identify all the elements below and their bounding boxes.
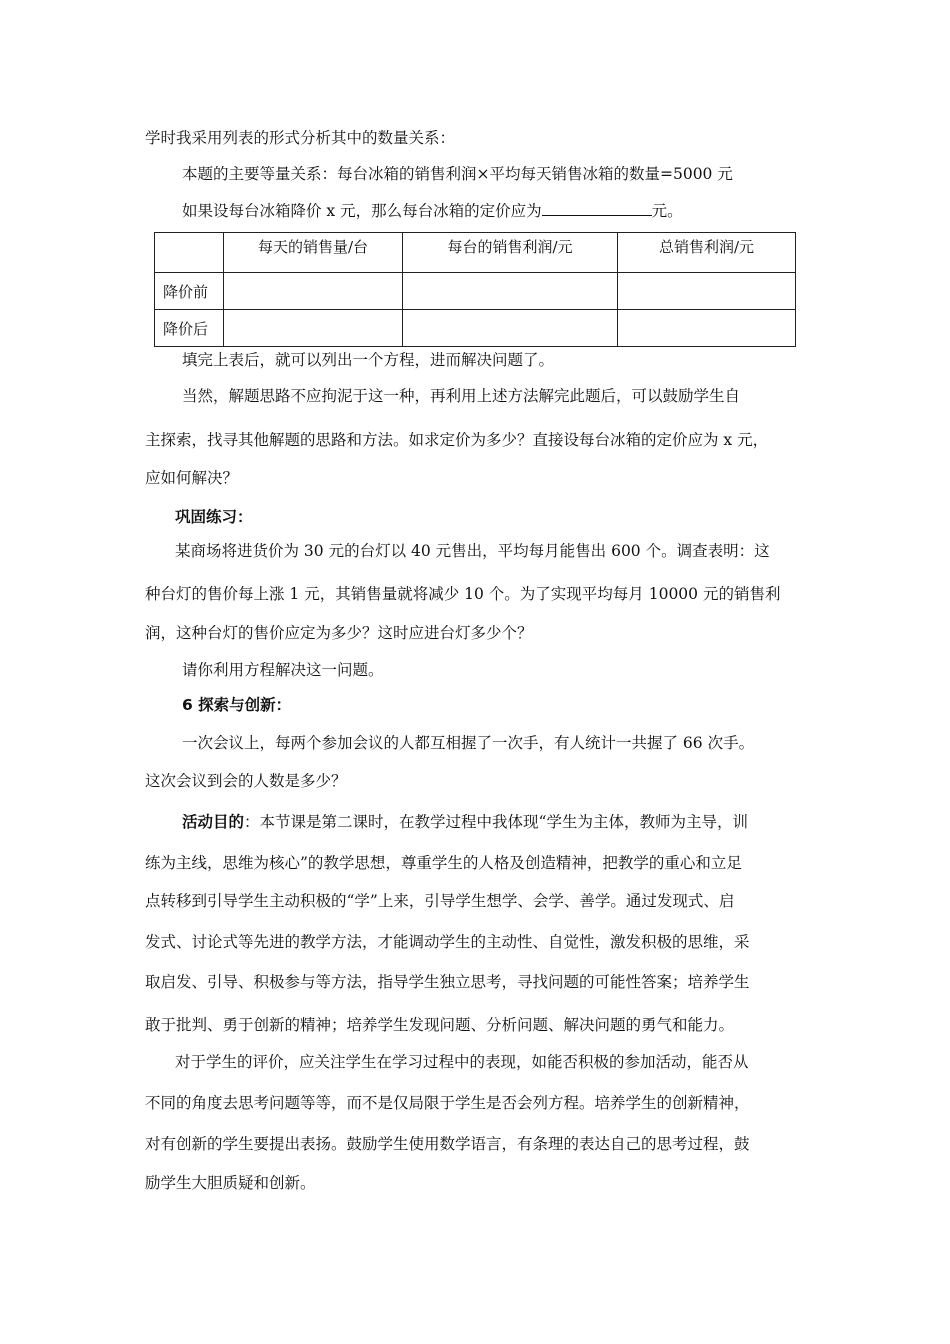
row-label: 降价后 — [155, 310, 224, 347]
text-fragment: 如果设每台冰箱降价 x 元，那么每台冰箱的定价应为 — [182, 202, 542, 220]
text-line: 本题的主要等量关系：每台冰箱的销售利润×平均每天销售冰箱的数量=5000 元 — [182, 165, 733, 183]
text-line: 这次会议到会的人数是多少？ — [145, 772, 347, 790]
text-line: 学时我采用列表的形式分析其中的数量关系： — [145, 129, 456, 147]
text-line: 填完上表后，就可以列出一个方程，进而解决问题了。 — [182, 351, 555, 369]
table-cell — [403, 273, 618, 310]
section-heading: 巩固练习： — [175, 508, 253, 526]
table-header-cell: 每天的销售量/台 — [224, 233, 403, 273]
table-header-row — [155, 233, 796, 273]
section-heading: 6 探索与创新： — [182, 696, 292, 714]
text-line: 主探索，找寻其他解题的思路和方法。如求定价为多少？直接设每台冰箱的定价应为 x 元， — [145, 431, 769, 449]
text-fragment: ：本节课是第二课时，在教学过程中我体现“学生为主体，教师为主导，训 — [244, 813, 748, 831]
table-cell — [224, 310, 403, 347]
table-cell — [403, 310, 618, 347]
text-line: 对有创新的学生要提出表扬。鼓励学生使用数学语言，有条理的表达自己的思考过程，鼓 — [145, 1135, 750, 1153]
text-line: 某商场将进货价为 30 元的台灯以 40 元售出，平均每月能售出 600 个。调查表明：这 — [175, 542, 770, 560]
text-line: 发式、讨论式等先进的教学方法，才能调动学生的主动性、自觉性，激发积极的思维，采 — [145, 933, 750, 951]
text-line: 练为主线，思维为核心”的教学思想，尊重学生的人格及创造精神，把教学的重心和立足 — [145, 854, 742, 872]
table-cell — [618, 273, 796, 310]
section-heading: 活动目的 — [182, 813, 245, 831]
text-line: 请你利用方程解决这一问题。 — [182, 661, 384, 679]
table-cell — [618, 310, 796, 347]
text-line: 点转移到引导学生主动积极的“学”上来，引导学生想学、会学、善学。通过发现式、启 — [145, 892, 735, 910]
table-row — [155, 273, 796, 310]
table-row — [155, 310, 796, 347]
row-label: 降价前 — [155, 273, 224, 310]
text-line: 敢于批判、勇于创新的精神；培养学生发现问题、分析问题、解决问题的勇气和能力。 — [145, 1016, 735, 1034]
text-line: 对于学生的评价，应关注学生在学习过程中的表现，如能否积极的参加活动，能否从 — [175, 1053, 749, 1071]
text-line: 应如何解决？ — [145, 469, 239, 487]
text-line: 不同的角度去思考问题等等，而不是仅局限于学生是否会列方程。培养学生的创新精神， — [145, 1094, 750, 1112]
fill-in-blank — [542, 200, 652, 216]
text-line: 一次会议上，每两个参加会议的人都互相握了一次手，有人统计一共握了 66 次手。 — [182, 734, 755, 752]
table-cell — [224, 273, 403, 310]
text-line: 当然，解题思路不应拘泥于这一种，再利用上述方法解完此题后，可以鼓励学生自 — [182, 387, 741, 405]
analysis-table — [154, 232, 796, 347]
table-header-cell — [155, 233, 224, 273]
text-line — [182, 812, 748, 832]
text-line: 润，这种台灯的售价应定为多少？这时应进台灯多少个？ — [145, 624, 533, 642]
text-line — [182, 200, 683, 221]
table-header-cell: 总销售利润/元 — [618, 233, 796, 273]
table-header-cell: 每台的销售利润/元 — [403, 233, 618, 273]
text-line: 励学生大胆质疑和创新。 — [145, 1174, 316, 1192]
text-line: 取启发、引导、积极参与等方法，指导学生独立思考，寻找问题的可能性答案；培养学生 — [145, 973, 750, 991]
text-fragment: 元。 — [651, 202, 683, 220]
text-line: 种台灯的售价每上涨 1 元，其销售量就将减少 10 个。为了实现平均每月 10000 元的销售利 — [145, 585, 781, 603]
